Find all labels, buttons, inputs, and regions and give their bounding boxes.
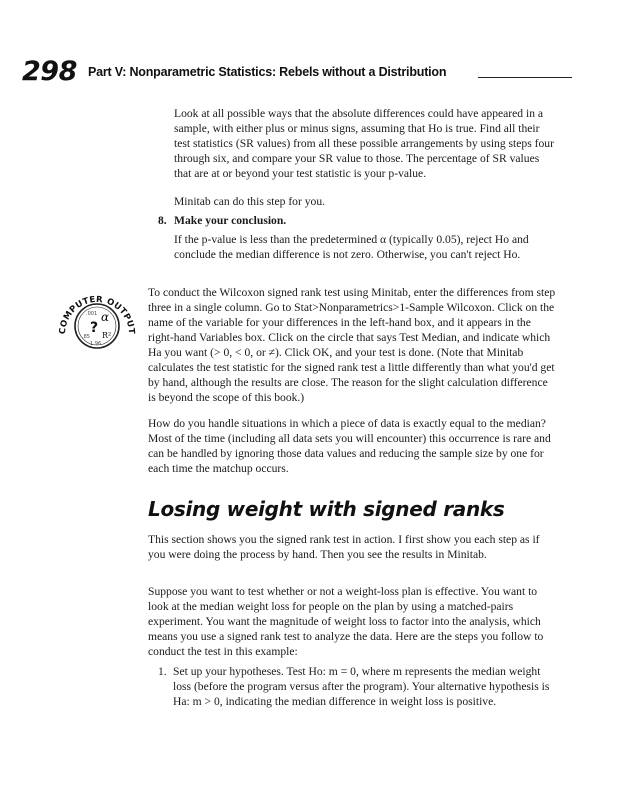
ties-block — [148, 416, 556, 476]
section-intro: This section shows you the signed rank test in action. I first show you each step as if you were doing the process by hand. Then you see the results in Minitab. — [148, 533, 540, 561]
section-title: Losing weight with signed ranks — [148, 497, 505, 521]
example-paragraph: Suppose you want to test whether or not a weight-loss plan is effective. You want to look at the median weight loss for people on the plan by using a matched-pairs experiment. You want the magnitude of weight loss to factor into the analysis, which means you use a signed rank test to analyze the data. Here are the steps you follow to conduct the test in this example: — [148, 585, 544, 658]
step8-title: Make your conclusion. — [174, 214, 287, 227]
step1-text: Set up your hypotheses. Test Ho: m = 0, where m represents the median weight loss (before the program versus after the program). Your alternative hypothesis is Ha: m > 0, indicating the median difference in weight loss is positive. — [173, 665, 550, 708]
example-block — [148, 584, 556, 659]
icon-r2: R² — [102, 331, 112, 340]
ties-paragraph: How do you handle situations in which a piece of data is exactly equal to the median? Most of the time (including all data sets you will encounter) this occurrence is rare and can be handled by ignoring those data values and reducing the sample size by one for each time the matchup occurs. — [148, 417, 551, 475]
svg-text:.85: .85 — [82, 334, 90, 340]
icon-alpha: α — [101, 310, 110, 324]
step7-paragraph: Look at all possible ways that the absolute differences could have appeared in a sample, with either plus or minus signs, assuming that Ho is true. Find all their test statistics (SR values) from all these possible arrangements by using steps four through six, and compare your SR value to those. The percentage of SR values that are at or beyond your test statistic is your p-value. — [174, 107, 554, 180]
step1-number: 1. — [158, 665, 167, 678]
svg-text:1.96: 1.96 — [90, 341, 102, 347]
step8-text: If the p-value is less than the predetermined α (typically 0.05), reject Ho and conclude the median difference is not zero. Otherwise, you can't reject Ho. — [174, 233, 529, 261]
header-rule — [478, 77, 572, 78]
step1-item — [148, 664, 556, 709]
step8-body — [174, 232, 554, 262]
icon-label: COMPUTER OUTPUT — [57, 294, 137, 335]
page-number: 298 — [22, 56, 77, 87]
running-head: Part V: Nonparametric Statistics: Rebels without a Distribution — [88, 65, 447, 79]
section-intro-block — [148, 532, 556, 562]
computer-output-icon — [50, 282, 144, 362]
minitab-paragraph: To conduct the Wilcoxon signed rank test using Minitab, enter the differences from step three in a single column. Go to Stat>Nonparametrics>1-Sample Wilcoxon. Click on the name of the variable for your differences in the left-hand box, and it appears in the right-hand Variables box. Click on the circle that says Test Median, and indicate which Ha you want (> 0, < 0, or ≠). Click OK, and your test is done. (Note that Minitab calculates the test statistic for the signed rank test a little differently than what you'd get by hand, although the results are close. The reason for the slight calculation difference is beyond the scope of this book.) — [148, 286, 556, 404]
minitab-instructions — [148, 285, 556, 405]
minitab-note: Minitab can do this step for you. — [174, 195, 326, 208]
step8-number: 8. — [158, 214, 167, 227]
icon-question: ? — [90, 320, 99, 336]
step8-heading — [158, 213, 554, 228]
step7-continued — [174, 106, 554, 181]
page-header — [22, 56, 562, 87]
minitab-note-block — [174, 194, 554, 209]
svg-text:.001: .001 — [86, 311, 98, 317]
